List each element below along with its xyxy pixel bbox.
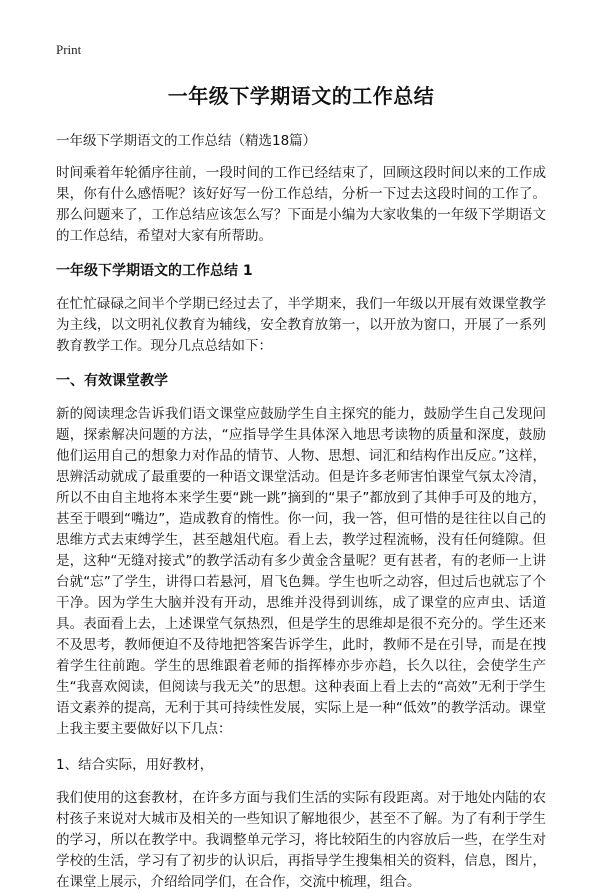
section-heading: 一年级下学期语文的工作总结 1 (56, 263, 253, 279)
part-paragraph: 新的阅读理念告诉我们语文课堂应鼓励学生自主探究的能力，鼓励学生自己发现问题，探索解决问题的方法，“应指导学生具体深入地思考读物的质量和深度，鼓励他们运用自己的想象力对作品的情节、人物、思想、词汇和结构作出反应。”这样，思辨活动就成了最重要的一种语文课堂活动。但是许多老师害怕课堂气氛太冷清，所以不由自主地将本来学生要“跳一跳”摘到的“果子”都放到了其伸手可及的地方，甚至于喂到“嘴边”，造成教育的惰性。你一问，我一答，但可惜的是往往以自己的思维方式去束缚学生，甚至越俎代庖。看上去，教学过程流畅，没有任何缝隙。但是，这种“无缝对接式”的教学活动有多少黄金含量呢？更有甚者，有的老师一上讲台就“忘”了学生，讲得口若悬河，眉飞色舞。学生也听之动容，但过后也就忘了个干净。因为学生大脑并没有开动，思维并没得到训练，成了课堂的应声虫、话道具。表面看上去，上述课堂气氛热烈，但是学生的思维却是很不充分的。学生还来不及思考，教师便迫不及待地把答案告诉学生，此时，教师不是在引导，而是在拽着学生往前跑。学生的思维跟着老师的指挥棒亦步亦趋，长久以往，会使学生产生“我喜欢阅读，但阅读与我无关”的思想。这种表面上看上去的“高效”无利于学生语文素养的提高，无利于其可持续性发展，实际上是一种“低效”的教学活动。课堂上我主要主要做好以下几点： (56, 406, 546, 737)
document-subtitle: 一年级下学期语文的工作总结（精选18篇） (56, 133, 317, 149)
print-link[interactable]: Print (56, 42, 82, 57)
section-paragraph: 在忙忙碌碌之间半个学期已经过去了，半学期来，我们一年级以开展有效课堂教学为主线，以文明礼仪教育为辅线，安全教育放第一，以开放为窗口，开展了一系列教育教学工作。现分几点总结如下： (56, 296, 546, 354)
item-heading: 1、结合实际，用好教材， (56, 757, 214, 773)
document-title: 一年级下学期语文的工作总结 (167, 84, 435, 108)
intro-paragraph: 时间乘着年轮循序往前，一段时间的工作已经结束了，回顾这段时间以来的工作成果，你有什么感悟呢？该好好写一份工作总结，分析一下过去这段时间的工作了。那么问题来了，工作总结应该怎么写？下面是小编为大家收集的一年级下学期语文的工作总结，希望对大家有所帮助。 (56, 165, 546, 244)
part-heading: 一、有效课堂教学 (56, 373, 168, 389)
item-paragraph: 我们使用的这套教材，在许多方面与我们生活的实际有段距离。对于地处内陆的农村孩子来说对大城市及相关的一些知识了解地很少，甚至不了解。为了有利于学生的学习，所以在教学中。我调整单元学习，将比较陌生的内容放后一些，在学生对学校的生活，学习有了初步的认识后，再指导学生搜集相关的资料，信息，图片，在课堂上展示，介绍给同学们，在合作，交流中梳理，组合。 (56, 790, 546, 890)
